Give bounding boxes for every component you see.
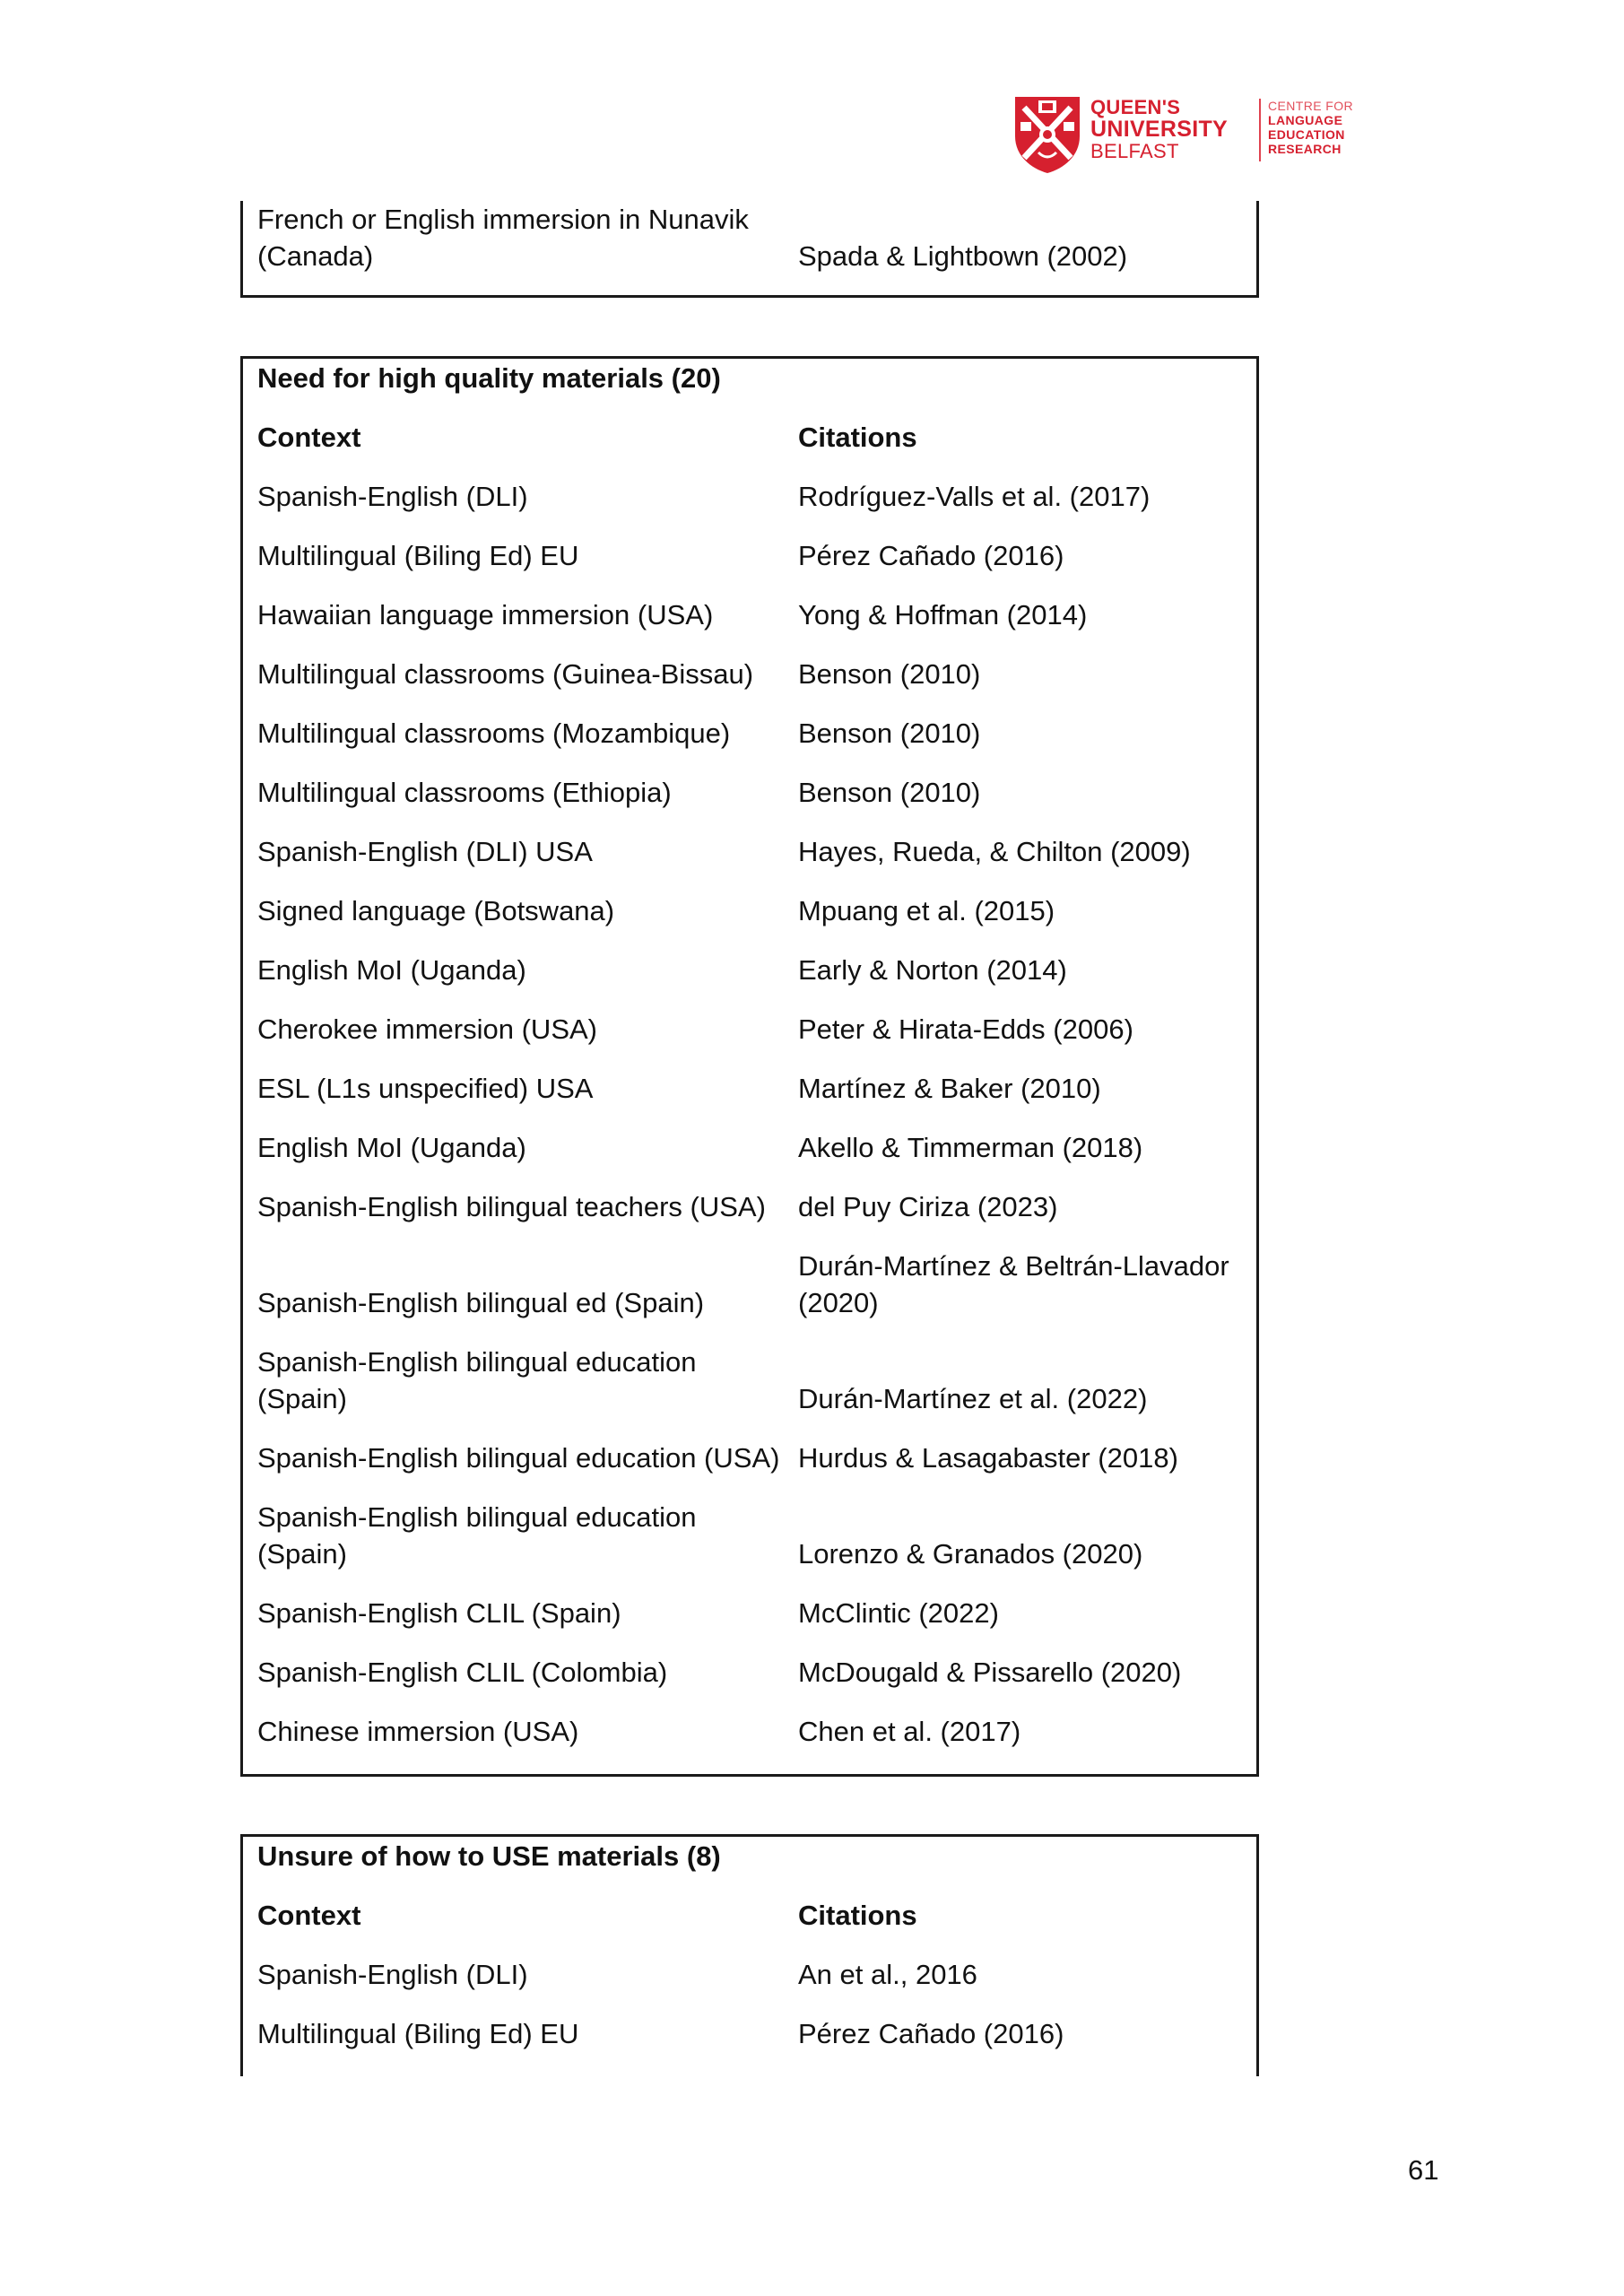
university-name — [1090, 97, 1228, 162]
citation-cell: Benson (2010) — [798, 718, 981, 749]
context-cell: Cherokee immersion (USA) — [257, 1013, 597, 1045]
logo-divider — [1259, 99, 1261, 161]
context-cell: Spanish-English CLIL (Colombia) — [257, 1657, 668, 1688]
context-cell: Multilingual (Biling Ed) EU — [257, 540, 579, 571]
citations-header: Citations — [798, 1900, 917, 1931]
centre-name-line: EDUCATION — [1268, 127, 1345, 142]
university-name-line: BELFAST — [1090, 140, 1179, 162]
university-logo — [1013, 95, 1359, 174]
context-cell: Hawaiian language immersion (USA) — [257, 599, 714, 631]
citation-cell: Pérez Cañado (2016) — [798, 540, 1064, 571]
citation-cell: McDougald & Pissarello (2020) — [798, 1657, 1182, 1688]
context-header: Context — [257, 422, 361, 453]
citation-cell: del Puy Ciriza (2023) — [798, 1191, 1058, 1222]
materials-quality-table — [240, 356, 1259, 1777]
materials-use-table — [240, 1834, 1259, 2076]
page-number: 61 — [1408, 2154, 1439, 2186]
citation-cell: Pérez Cañado (2016) — [798, 2018, 1064, 2049]
citation-cell: Hayes, Rueda, & Chilton (2009) — [798, 836, 1191, 867]
citation-cell: Mpuang et al. (2015) — [798, 895, 1055, 926]
context-cell: Spanish-English bilingual ed (Spain) — [257, 1287, 705, 1318]
context-cell: Multilingual classrooms (Mozambique) — [257, 718, 731, 749]
citation-cell: Hurdus & Lasagabaster (2018) — [798, 1442, 1178, 1474]
context-cell: Spanish-English (DLI) USA — [257, 836, 593, 867]
university-name-line: UNIVERSITY — [1090, 117, 1229, 142]
context-cell: Spanish-English bilingual education (Spain) — [257, 1346, 697, 1414]
context-cell: Multilingual classrooms (Guinea-Bissau) — [257, 658, 754, 690]
citations-header: Citations — [798, 422, 917, 453]
context-cell: Spanish-English bilingual education (USA) — [257, 1442, 780, 1474]
university-name-line: QUEEN'S — [1090, 96, 1181, 118]
centre-name-line: CENTRE FOR — [1268, 99, 1353, 113]
context-cell: Multilingual (Biling Ed) EU — [257, 2018, 579, 2049]
context-cell: English MoI (Uganda) — [257, 954, 526, 986]
context-cell: Signed language (Botswana) — [257, 895, 615, 926]
context-cell: Spanish-English (DLI) — [257, 1959, 528, 1990]
citation-cell: Durán-Martínez et al. (2022) — [798, 1383, 1148, 1414]
citation-cell: McClintic (2022) — [798, 1597, 999, 1629]
context-cell: Spanish-English bilingual teachers (USA) — [257, 1191, 766, 1222]
centre-name-line: LANGUAGE — [1268, 113, 1343, 127]
table-title: Unsure of how to USE materials (8) — [257, 1840, 721, 1872]
context-cell: Chinese immersion (USA) — [257, 1716, 579, 1747]
citation-cell: Benson (2010) — [798, 658, 981, 690]
citation-cell: Benson (2010) — [798, 777, 981, 808]
table-title: Need for high quality materials (20) — [257, 362, 721, 394]
continued-table — [240, 201, 1259, 298]
context-cell: Multilingual classrooms (Ethiopia) — [257, 777, 672, 808]
context-cell: Spanish-English bilingual education (Spain) — [257, 1501, 697, 1570]
citation-cell: Chen et al. (2017) — [798, 1716, 1021, 1747]
centre-name — [1268, 99, 1353, 156]
context-header: Context — [257, 1900, 361, 1931]
context-cell: English MoI (Uganda) — [257, 1132, 526, 1163]
citation-cell: An et al., 2016 — [798, 1959, 977, 1990]
centre-name-line: RESEARCH — [1268, 142, 1342, 156]
citation-cell: Early & Norton (2014) — [798, 954, 1067, 986]
citation-cell: Lorenzo & Granados (2020) — [798, 1538, 1143, 1570]
citation-cell: Yong & Hoffman (2014) — [798, 599, 1088, 631]
citation-cell: Martínez & Baker (2010) — [798, 1073, 1101, 1104]
context-cell: Spanish-English (DLI) — [257, 481, 528, 512]
citation-cell: Rodríguez-Valls et al. (2017) — [798, 481, 1151, 512]
university-crest-icon — [1013, 95, 1081, 174]
citation-cell: Peter & Hirata-Edds (2006) — [798, 1013, 1133, 1045]
context-cell: ESL (L1s unspecified) USA — [257, 1073, 594, 1104]
citation-cell: Akello & Timmerman (2018) — [798, 1132, 1143, 1163]
context-cell: Spanish-English CLIL (Spain) — [257, 1597, 621, 1629]
context-cell: French or English immersion in Nunavik (Canada) — [257, 204, 749, 272]
citation-cell: Durán-Martínez & Beltrán-Llavador (2020) — [798, 1250, 1229, 1318]
citation-cell: Spada & Lightbown (2002) — [798, 240, 1128, 272]
